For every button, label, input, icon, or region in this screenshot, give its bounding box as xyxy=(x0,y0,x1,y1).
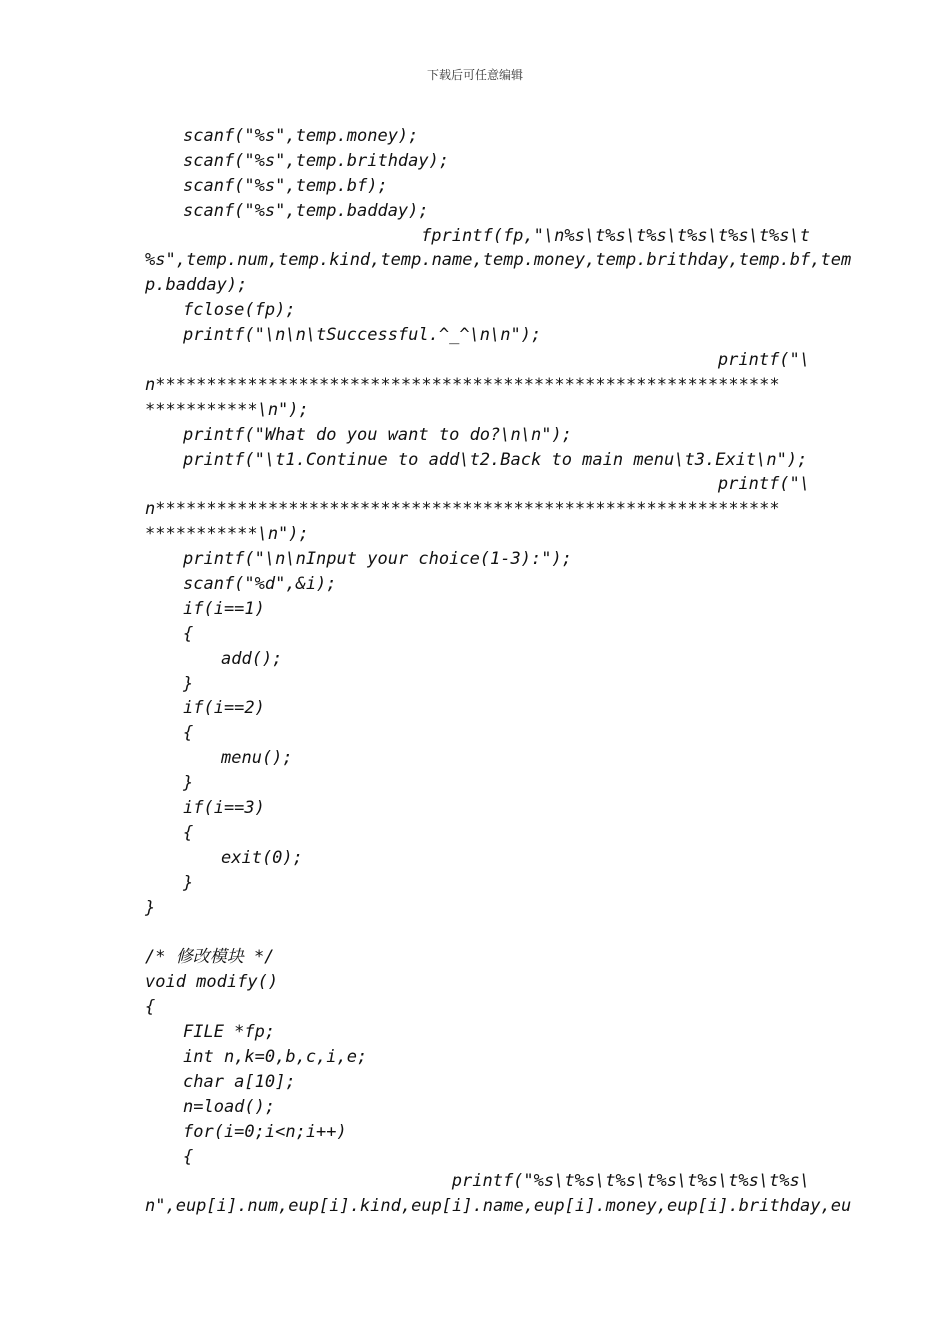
code-line: } xyxy=(183,773,194,794)
code-line: for(i=0;i<n;i++) xyxy=(183,1121,347,1142)
code-line: ***********\n"); xyxy=(145,399,309,420)
code-line: { xyxy=(183,723,194,744)
code-line: void modify() xyxy=(145,972,279,993)
code-line: } xyxy=(183,872,194,893)
code-line: char a[10]; xyxy=(183,1071,296,1092)
page-header: 下载后可任意编辑 xyxy=(426,68,523,82)
code-line: { xyxy=(183,623,194,644)
code-line: scanf("%d",&i); xyxy=(183,574,337,595)
code-line: fprintf(fp,"\n%s\t%s\t%s\t%s\t%s\t%s\t xyxy=(421,225,810,246)
code-line: } xyxy=(183,673,194,694)
code-line: { xyxy=(183,1146,194,1167)
code-comment: /* 修改模块 */ xyxy=(145,947,275,968)
code-line: if(i==1) xyxy=(183,598,265,619)
code-line: fclose(fp); xyxy=(183,300,296,321)
code-line: printf("What do you want to do?\n\n"); xyxy=(183,424,572,445)
code-line: printf("\n\n\tSuccessful.^_^\n\n"); xyxy=(183,325,542,346)
code-line: scanf("%s",temp.brithday); xyxy=(183,150,450,171)
code-line: if(i==2) xyxy=(183,698,265,719)
code-line: scanf("%s",temp.badday); xyxy=(183,200,429,221)
code-line: n************************************************************* xyxy=(145,374,780,395)
code-line: p.badday); xyxy=(145,275,248,296)
code-line: int n,k=0,b,c,i,e; xyxy=(183,1046,368,1067)
code-line: printf("\t1.Continue to add\t2.Back to main menu\t3.Exit\n"); xyxy=(183,449,808,470)
code-line: } xyxy=(145,897,156,918)
code-line: exit(0); xyxy=(221,847,303,868)
blank-line xyxy=(145,921,810,946)
code-line: %s",temp.num,temp.kind,temp.name,temp.money,temp.brithday,temp.bf,tem xyxy=(145,250,852,271)
code-line: ***********\n"); xyxy=(145,524,309,545)
code-line: { xyxy=(183,822,194,843)
code-line: n",eup[i].num,eup[i].kind,eup[i].name,eup[i].money,eup[i].brithday,eu xyxy=(145,1196,852,1217)
code-line: printf("\n\nInput your choice(1-3):"); xyxy=(183,549,572,570)
code-line: scanf("%s",temp.bf); xyxy=(183,175,388,196)
code-line: printf("\ xyxy=(717,350,810,371)
code-block xyxy=(145,124,852,1219)
code-line: menu(); xyxy=(221,748,293,769)
code-line: FILE *fp; xyxy=(183,1022,276,1043)
code-line: printf("%s\t%s\t%s\t%s\t%s\t%s\t%s\ xyxy=(451,1171,810,1192)
code-line: scanf("%s",temp.money); xyxy=(183,126,419,146)
code-line: { xyxy=(145,997,156,1018)
code-line: n************************************************************* xyxy=(145,499,780,520)
code-line: n=load(); xyxy=(183,1096,276,1117)
code-line: add(); xyxy=(221,648,283,669)
code-line: printf("\ xyxy=(717,474,810,495)
code-line: if(i==3) xyxy=(183,798,265,819)
